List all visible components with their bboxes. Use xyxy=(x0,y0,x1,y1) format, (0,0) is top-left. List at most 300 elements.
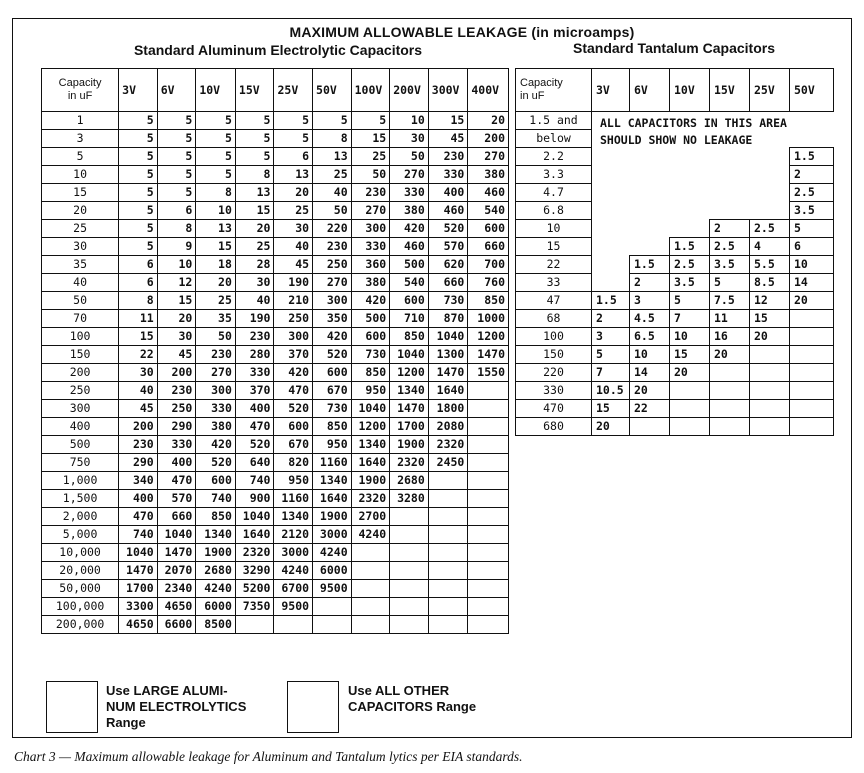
leakage-cell: 10 xyxy=(670,328,710,346)
leakage-cell: 950 xyxy=(313,436,352,454)
leakage-cell: 1800 xyxy=(428,400,468,418)
leakage-cell: 5 xyxy=(196,130,236,148)
leakage-cell: 20 xyxy=(670,364,710,382)
leakage-cell: 22 xyxy=(119,346,158,364)
leakage-cell: 1700 xyxy=(390,418,429,436)
capacity-cell: 40 xyxy=(42,274,119,292)
leakage-cell: 400 xyxy=(157,454,196,472)
table-row xyxy=(516,310,834,328)
capacity-header xyxy=(42,69,119,112)
leakage-cell: 1.5 xyxy=(592,292,630,310)
large-alu-legend-swatch xyxy=(46,681,98,733)
leakage-cell: 50 xyxy=(351,166,390,184)
leakage-cell: 250 xyxy=(313,256,352,274)
capacity-header-line: in uF xyxy=(520,90,545,102)
leakage-cell: 13 xyxy=(235,184,274,202)
leakage-cell xyxy=(428,508,468,526)
leakage-cell: 9500 xyxy=(313,580,352,598)
leakage-cell: 520 xyxy=(428,220,468,238)
leakage-cell: 290 xyxy=(119,454,158,472)
leakage-cell: 300 xyxy=(313,292,352,310)
leakage-cell: 3000 xyxy=(313,526,352,544)
leakage-cell: 420 xyxy=(274,364,313,382)
capacity-cell: 1 xyxy=(42,112,119,130)
capacity-header-line: Capacity xyxy=(520,77,563,89)
leakage-cell: 6600 xyxy=(157,616,196,634)
table-row xyxy=(516,238,834,256)
leakage-cell xyxy=(670,382,710,400)
leakage-cell: 2 xyxy=(592,310,630,328)
leakage-cell: 330 xyxy=(196,400,236,418)
capacity-cell: 3 xyxy=(42,130,119,148)
leakage-cell: 10 xyxy=(630,346,670,364)
capacity-cell: 100,000 xyxy=(42,598,119,616)
leakage-cell: 500 xyxy=(351,310,390,328)
table-row xyxy=(516,418,834,436)
leakage-cell: 7 xyxy=(592,364,630,382)
large-alu-legend-text xyxy=(106,683,246,731)
leakage-cell: 5 xyxy=(157,184,196,202)
leakage-cell: 10.5 xyxy=(592,382,630,400)
leakage-cell: 470 xyxy=(157,472,196,490)
table-row xyxy=(42,112,509,130)
leakage-cell: 280 xyxy=(235,346,274,364)
table-row xyxy=(42,508,509,526)
tantalum-heading: Standard Tantalum Capacitors xyxy=(572,40,775,56)
leakage-cell: 420 xyxy=(196,436,236,454)
main-title: MAXIMUM ALLOWABLE LEAKAGE (in microamps) xyxy=(289,24,635,40)
leakage-cell: 15 xyxy=(351,130,390,148)
voltage-header: 3V xyxy=(119,69,158,112)
other-legend-swatch xyxy=(287,681,339,733)
leakage-cell: 45 xyxy=(428,130,468,148)
leakage-cell: 15 xyxy=(235,202,274,220)
leakage-cell: 30 xyxy=(390,130,429,148)
capacity-cell: 68 xyxy=(516,310,592,328)
leakage-cell: 3 xyxy=(630,292,670,310)
capacity-cell: 5,000 xyxy=(42,526,119,544)
leakage-cell: 16 xyxy=(710,328,750,346)
leakage-cell xyxy=(468,472,509,490)
leakage-cell: 850 xyxy=(196,508,236,526)
leakage-cell: 1340 xyxy=(313,472,352,490)
leakage-cell: 2.5 xyxy=(670,256,710,274)
leakage-cell xyxy=(790,400,834,418)
leakage-cell: 270 xyxy=(390,166,429,184)
leakage-cell xyxy=(630,238,670,256)
capacity-cell: 50 xyxy=(42,292,119,310)
capacity-cell: 200,000 xyxy=(42,616,119,634)
leakage-cell: 2 xyxy=(630,274,670,292)
tantalum-table xyxy=(515,68,834,436)
leakage-cell: 5 xyxy=(157,166,196,184)
leakage-cell: 8 xyxy=(313,130,352,148)
leakage-cell xyxy=(790,364,834,382)
leakage-cell: 850 xyxy=(313,418,352,436)
leakage-cell: 5 xyxy=(119,130,158,148)
leakage-cell: 5 xyxy=(196,112,236,130)
leakage-cell: 460 xyxy=(390,238,429,256)
leakage-cell: 1900 xyxy=(313,508,352,526)
capacity-cell: 15 xyxy=(42,184,119,202)
table-row xyxy=(42,328,509,346)
leakage-cell: 1340 xyxy=(390,382,429,400)
leakage-cell: 20 xyxy=(750,328,790,346)
leakage-cell: 14 xyxy=(790,274,834,292)
leakage-cell: 1200 xyxy=(468,328,509,346)
leakage-cell xyxy=(468,400,509,418)
leakage-cell: 5 xyxy=(196,148,236,166)
leakage-cell: 670 xyxy=(274,436,313,454)
leakage-cell: 230 xyxy=(351,184,390,202)
leakage-cell: 1200 xyxy=(390,364,429,382)
voltage-header: 15V xyxy=(235,69,274,112)
table-row xyxy=(42,238,509,256)
leakage-cell: 250 xyxy=(274,310,313,328)
leakage-cell: 9500 xyxy=(274,598,313,616)
leakage-cell: 3.5 xyxy=(710,256,750,274)
leakage-cell: 8.5 xyxy=(750,274,790,292)
large-alu-legend-line: NUM ELECTROLYTICS xyxy=(106,699,247,714)
leakage-cell: 40 xyxy=(313,184,352,202)
leakage-cell: 6000 xyxy=(313,562,352,580)
leakage-cell xyxy=(468,544,509,562)
leakage-cell xyxy=(351,598,390,616)
leakage-cell: 7.5 xyxy=(710,292,750,310)
leakage-cell: 20 xyxy=(630,382,670,400)
leakage-cell: 12 xyxy=(750,292,790,310)
table-row xyxy=(42,256,509,274)
leakage-cell: 12 xyxy=(157,274,196,292)
leakage-cell: 1160 xyxy=(313,454,352,472)
leakage-cell xyxy=(468,562,509,580)
leakage-cell: 760 xyxy=(468,274,509,292)
leakage-cell: 470 xyxy=(119,508,158,526)
voltage-header: 6V xyxy=(630,69,670,112)
leakage-cell: 1040 xyxy=(390,346,429,364)
leakage-cell: 3.5 xyxy=(790,202,834,220)
leakage-cell xyxy=(428,598,468,616)
leakage-cell xyxy=(790,310,834,328)
leakage-cell: 190 xyxy=(235,310,274,328)
leakage-cell xyxy=(790,418,834,436)
capacity-cell: 1.5 and xyxy=(516,112,592,130)
voltage-header: 25V xyxy=(750,69,790,112)
leakage-cell xyxy=(750,400,790,418)
leakage-cell: 1640 xyxy=(235,526,274,544)
other-legend-line: Use ALL OTHER xyxy=(348,683,450,698)
capacity-cell: 15 xyxy=(516,238,592,256)
leakage-cell: 25 xyxy=(313,166,352,184)
leakage-cell: 270 xyxy=(313,274,352,292)
leakage-cell: 1470 xyxy=(390,400,429,418)
leakage-cell: 45 xyxy=(274,256,313,274)
leakage-cell: 40 xyxy=(119,382,158,400)
leakage-cell: 13 xyxy=(196,220,236,238)
aluminum-heading: Standard Aluminum Electrolytic Capacitors xyxy=(133,42,423,58)
no-leakage-note: ALL CAPACITORS IN THIS AREA SHOULD SHOW NO LEAKAGE xyxy=(600,116,787,147)
leakage-cell: 4650 xyxy=(119,616,158,634)
leakage-cell: 2320 xyxy=(351,490,390,508)
leakage-cell xyxy=(468,382,509,400)
capacity-cell: 3.3 xyxy=(516,166,592,184)
leakage-cell xyxy=(468,418,509,436)
leakage-cell: 50 xyxy=(390,148,429,166)
leakage-cell: 600 xyxy=(274,418,313,436)
leakage-cell xyxy=(630,220,670,238)
leakage-cell xyxy=(790,328,834,346)
leakage-cell: 950 xyxy=(351,382,390,400)
leakage-cell: 870 xyxy=(428,310,468,328)
leakage-cell: 2120 xyxy=(274,526,313,544)
leakage-cell: 600 xyxy=(468,220,509,238)
leakage-cell: 570 xyxy=(157,490,196,508)
leakage-cell: 290 xyxy=(157,418,196,436)
capacity-header xyxy=(516,69,592,112)
capacity-cell: 47 xyxy=(516,292,592,310)
leakage-cell xyxy=(750,418,790,436)
leakage-cell: 5 xyxy=(119,166,158,184)
leakage-cell: 460 xyxy=(428,202,468,220)
leakage-cell: 740 xyxy=(196,490,236,508)
capacity-cell: 220 xyxy=(516,364,592,382)
leakage-cell: 1160 xyxy=(274,490,313,508)
leakage-cell: 1640 xyxy=(351,454,390,472)
table-row xyxy=(42,202,509,220)
table-row xyxy=(516,364,834,382)
voltage-header: 200V xyxy=(390,69,429,112)
leakage-cell: 250 xyxy=(157,400,196,418)
table-row xyxy=(42,310,509,328)
leakage-cell: 900 xyxy=(235,490,274,508)
voltage-header: 3V xyxy=(592,69,630,112)
leakage-cell xyxy=(790,346,834,364)
leakage-cell: 35 xyxy=(196,310,236,328)
capacity-cell: 300 xyxy=(42,400,119,418)
capacity-cell: 1,000 xyxy=(42,472,119,490)
leakage-cell: 1040 xyxy=(157,526,196,544)
leakage-cell: 520 xyxy=(274,400,313,418)
leakage-cell xyxy=(468,436,509,454)
capacity-cell: 22 xyxy=(516,256,592,274)
table-row xyxy=(42,220,509,238)
leakage-cell: 50 xyxy=(196,328,236,346)
leakage-cell: 15 xyxy=(428,112,468,130)
leakage-cell: 4240 xyxy=(351,526,390,544)
leakage-cell: 1200 xyxy=(351,418,390,436)
leakage-cell xyxy=(670,220,710,238)
leakage-cell xyxy=(351,544,390,562)
leakage-cell xyxy=(710,418,750,436)
chart-caption: Chart 3 — Maximum allowable leakage for Aluminum and Tantalum lytics per EIA standards. xyxy=(14,749,523,764)
leakage-cell: 40 xyxy=(274,238,313,256)
capacity-cell: 35 xyxy=(42,256,119,274)
leakage-cell: 460 xyxy=(468,184,509,202)
leakage-cell: 6700 xyxy=(274,580,313,598)
leakage-cell xyxy=(790,130,834,148)
leakage-cell xyxy=(592,238,630,256)
leakage-cell: 2080 xyxy=(428,418,468,436)
leakage-cell: 50 xyxy=(313,202,352,220)
leakage-cell: 850 xyxy=(390,328,429,346)
voltage-header: 25V xyxy=(274,69,313,112)
leakage-cell: 270 xyxy=(351,202,390,220)
leakage-cell: 5 xyxy=(119,238,158,256)
leakage-cell xyxy=(592,274,630,292)
leakage-cell: 300 xyxy=(274,328,313,346)
aluminum-table xyxy=(41,68,509,634)
leakage-cell: 1900 xyxy=(196,544,236,562)
voltage-header: 50V xyxy=(313,69,352,112)
leakage-cell: 400 xyxy=(119,490,158,508)
leakage-cell: 2320 xyxy=(390,454,429,472)
leakage-cell: 640 xyxy=(235,454,274,472)
leakage-cell: 230 xyxy=(196,346,236,364)
leakage-cell xyxy=(390,580,429,598)
leakage-cell: 850 xyxy=(351,364,390,382)
leakage-cell: 14 xyxy=(630,364,670,382)
capacity-cell: 100 xyxy=(42,328,119,346)
leakage-cell xyxy=(428,580,468,598)
leakage-cell: 1340 xyxy=(274,508,313,526)
voltage-header: 10V xyxy=(670,69,710,112)
leakage-cell xyxy=(468,580,509,598)
leakage-cell: 15 xyxy=(157,292,196,310)
leakage-cell xyxy=(428,562,468,580)
leakage-cell: 3 xyxy=(592,328,630,346)
leakage-cell: 20 xyxy=(157,310,196,328)
leakage-cell: 500 xyxy=(390,256,429,274)
capacity-cell: 200 xyxy=(42,364,119,382)
leakage-cell: 6000 xyxy=(196,598,236,616)
leakage-cell: 330 xyxy=(351,238,390,256)
leakage-cell: 1040 xyxy=(351,400,390,418)
leakage-cell xyxy=(468,526,509,544)
leakage-cell: 10 xyxy=(157,256,196,274)
leakage-cell: 10 xyxy=(790,256,834,274)
leakage-cell: 8500 xyxy=(196,616,236,634)
leakage-cell: 2.5 xyxy=(750,220,790,238)
voltage-header: 400V xyxy=(468,69,509,112)
leakage-cell: 20 xyxy=(235,220,274,238)
leakage-cell: 1470 xyxy=(428,364,468,382)
leakage-cell: 4240 xyxy=(196,580,236,598)
capacity-cell: 2.2 xyxy=(516,148,592,166)
capacity-cell: 4.7 xyxy=(516,184,592,202)
capacity-header-line: Capacity xyxy=(58,77,102,89)
leakage-cell: 420 xyxy=(390,220,429,238)
leakage-cell: 470 xyxy=(235,418,274,436)
leakage-cell: 1040 xyxy=(235,508,274,526)
leakage-cell: 1340 xyxy=(351,436,390,454)
leakage-cell: 5 xyxy=(274,130,313,148)
leakage-cell: 5 xyxy=(119,220,158,238)
leakage-cell: 470 xyxy=(274,382,313,400)
leakage-cell: 13 xyxy=(274,166,313,184)
leakage-cell: 8 xyxy=(196,184,236,202)
capacity-cell: 500 xyxy=(42,436,119,454)
leakage-cell: 6 xyxy=(274,148,313,166)
table-row xyxy=(516,400,834,418)
leakage-cell: 230 xyxy=(157,382,196,400)
table-row xyxy=(42,580,509,598)
leakage-cell: 700 xyxy=(468,256,509,274)
leakage-cell xyxy=(428,616,468,634)
capacity-cell: below xyxy=(516,130,592,148)
other-legend-line: CAPACITORS Range xyxy=(348,699,477,714)
leakage-cell: 520 xyxy=(235,436,274,454)
table-row xyxy=(42,544,509,562)
leakage-cell: 1470 xyxy=(119,562,158,580)
leakage-cell: 6 xyxy=(790,238,834,256)
leakage-cell: 20 xyxy=(468,112,509,130)
capacity-cell: 70 xyxy=(42,310,119,328)
leakage-cell: 1470 xyxy=(157,544,196,562)
leakage-cell: 5 xyxy=(710,274,750,292)
leakage-cell: 30 xyxy=(274,220,313,238)
leakage-cell xyxy=(750,364,790,382)
voltage-header: 6V xyxy=(157,69,196,112)
table-row xyxy=(42,598,509,616)
leakage-cell: 11 xyxy=(119,310,158,328)
leakage-cell xyxy=(274,616,313,634)
table-row xyxy=(516,220,834,238)
leakage-cell xyxy=(390,526,429,544)
leakage-cell: 1900 xyxy=(390,436,429,454)
leakage-cell xyxy=(428,544,468,562)
leakage-cell: 9 xyxy=(157,238,196,256)
leakage-cell: 5 xyxy=(119,184,158,202)
leakage-cell: 5 xyxy=(235,130,274,148)
leakage-cell: 30 xyxy=(235,274,274,292)
table-row xyxy=(516,328,834,346)
leakage-cell: 620 xyxy=(428,256,468,274)
table-row xyxy=(42,292,509,310)
leakage-cell: 5 xyxy=(274,112,313,130)
leakage-cell: 540 xyxy=(468,202,509,220)
leakage-cell: 950 xyxy=(274,472,313,490)
leakage-cell: 330 xyxy=(428,166,468,184)
leakage-cell: 2 xyxy=(790,166,834,184)
leakage-cell xyxy=(390,544,429,562)
leakage-cell: 5 xyxy=(313,112,352,130)
table-row xyxy=(42,130,509,148)
leakage-cell xyxy=(750,382,790,400)
table-row xyxy=(42,274,509,292)
leakage-cell: 200 xyxy=(468,130,509,148)
capacity-cell: 20,000 xyxy=(42,562,119,580)
capacity-cell: 150 xyxy=(42,346,119,364)
leakage-cell xyxy=(390,598,429,616)
table-row xyxy=(516,274,834,292)
leakage-cell: 15 xyxy=(119,328,158,346)
voltage-header: 300V xyxy=(428,69,468,112)
leakage-cell: 5 xyxy=(196,166,236,184)
leakage-cell: 600 xyxy=(351,328,390,346)
capacity-cell: 250 xyxy=(42,382,119,400)
leakage-cell: 8 xyxy=(119,292,158,310)
table-row xyxy=(42,490,509,508)
leakage-cell: 520 xyxy=(313,346,352,364)
table-row xyxy=(42,400,509,418)
leakage-cell: 8 xyxy=(157,220,196,238)
leakage-cell: 2680 xyxy=(390,472,429,490)
leakage-cell: 45 xyxy=(157,346,196,364)
leakage-cell xyxy=(390,562,429,580)
leakage-cell xyxy=(235,616,274,634)
leakage-cell: 4650 xyxy=(157,598,196,616)
leakage-cell: 230 xyxy=(313,238,352,256)
